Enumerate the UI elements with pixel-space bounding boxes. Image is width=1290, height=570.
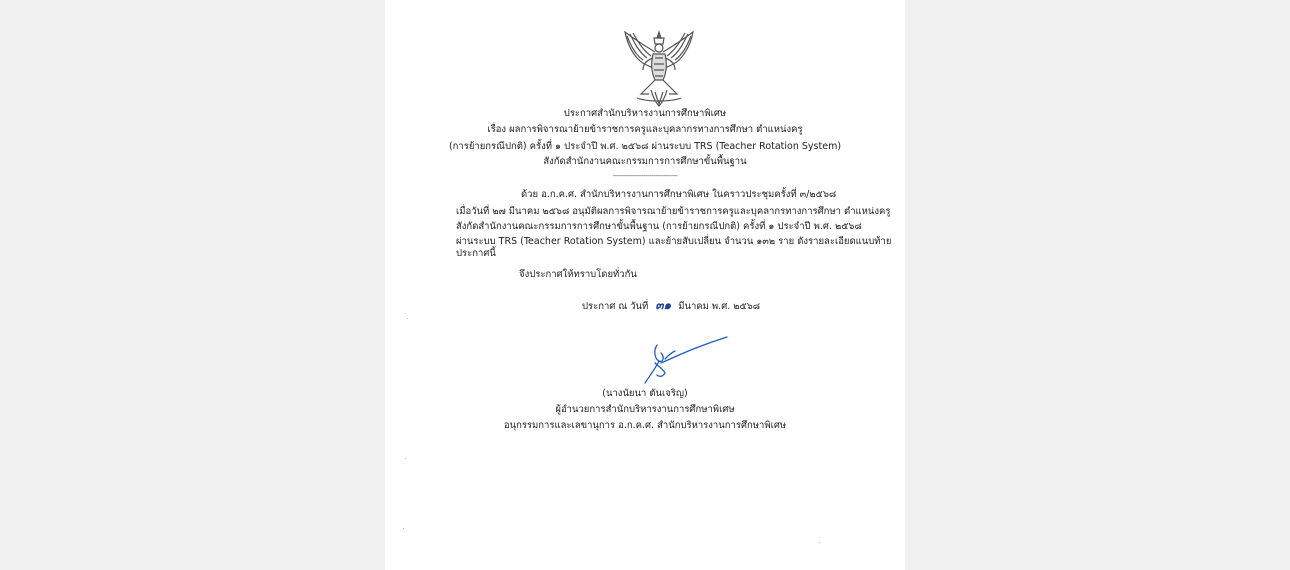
signatory-title-2: อนุกรรมการและเลขานุการ อ.ก.ค.ศ. สำนักบริหารงานการศึกษาพิเศษ [503,420,787,431]
header-divider: -------------------------------- [612,172,678,180]
signatory-name: (นางนัยนา ตันเจริญ) [602,388,688,399]
body-paragraph-line-1: ด้วย อ.ก.ค.ศ. สำนักบริหารงานการศึกษาพิเศษ ในคราวประชุมครั้งที่ ๓/๒๕๖๘ [521,189,837,200]
body-paragraph-line-3: สังกัดสำนักงานคณะกรรมการการศึกษาขั้นพื้นฐาน (การย้ายกรณีปกติ) ครั้งที่ ๑ ประจำปี พ.ศ. ๒๕๖๘ [456,221,862,232]
document-page [385,0,905,570]
body-paragraph-line-2: เมื่อวันที่ ๒๗ มีนาคม ๒๕๖๘ อนุมัติผลการพิจารณาย้ายข้าราชการครูและบุคลากรทางการศึกษา ตำแหน่งครู [456,206,891,217]
announcement-day: ๓๑ [655,298,672,312]
header-line-2: เรื่อง ผลการพิจารณาย้ายข้าราชการครูและบุคลากรทางการศึกษา ตำแหน่งครู [487,124,803,135]
scan-speck [407,318,408,319]
scan-speck [405,458,406,459]
scan-speck [819,542,820,543]
body-paragraph-line-4: ผ่านระบบ TRS (Teacher Rotation System) และย้ายสับเปลี่ยน จำนวน ๑๓๒ ราย ดังรายละเอียดแนบท้าย [456,236,892,247]
body-paragraph-line-5: ประกาศนี้ [456,248,496,259]
closing-statement: จึงประกาศให้ทราบโดยทั่วกัน [519,269,637,280]
header-line-1: ประกาศสำนักบริหารงานการศึกษาพิเศษ [563,108,727,119]
header-line-3: (การย้ายกรณีปกติ) ครั้งที่ ๑ ประจำปี พ.ศ. ๒๕๖๘ ผ่านระบบ TRS (Teacher Rotation System) [448,141,842,152]
announcement-prefix: ประกาศ ณ วันที่ [582,301,649,312]
announcement-date [582,296,760,315]
garuda-emblem-icon [621,28,697,108]
header-line-4: สังกัดสำนักงานคณะกรรมการการศึกษาขั้นพื้นฐาน [543,156,747,167]
signatory-title-1: ผู้อำนวยการสำนักบริหารงานการศึกษาพิเศษ [555,404,735,415]
handwritten-signature-icon [635,333,735,388]
announcement-month-year: มีนาคม พ.ศ. ๒๕๖๘ [678,301,761,312]
scan-speck [403,528,404,529]
